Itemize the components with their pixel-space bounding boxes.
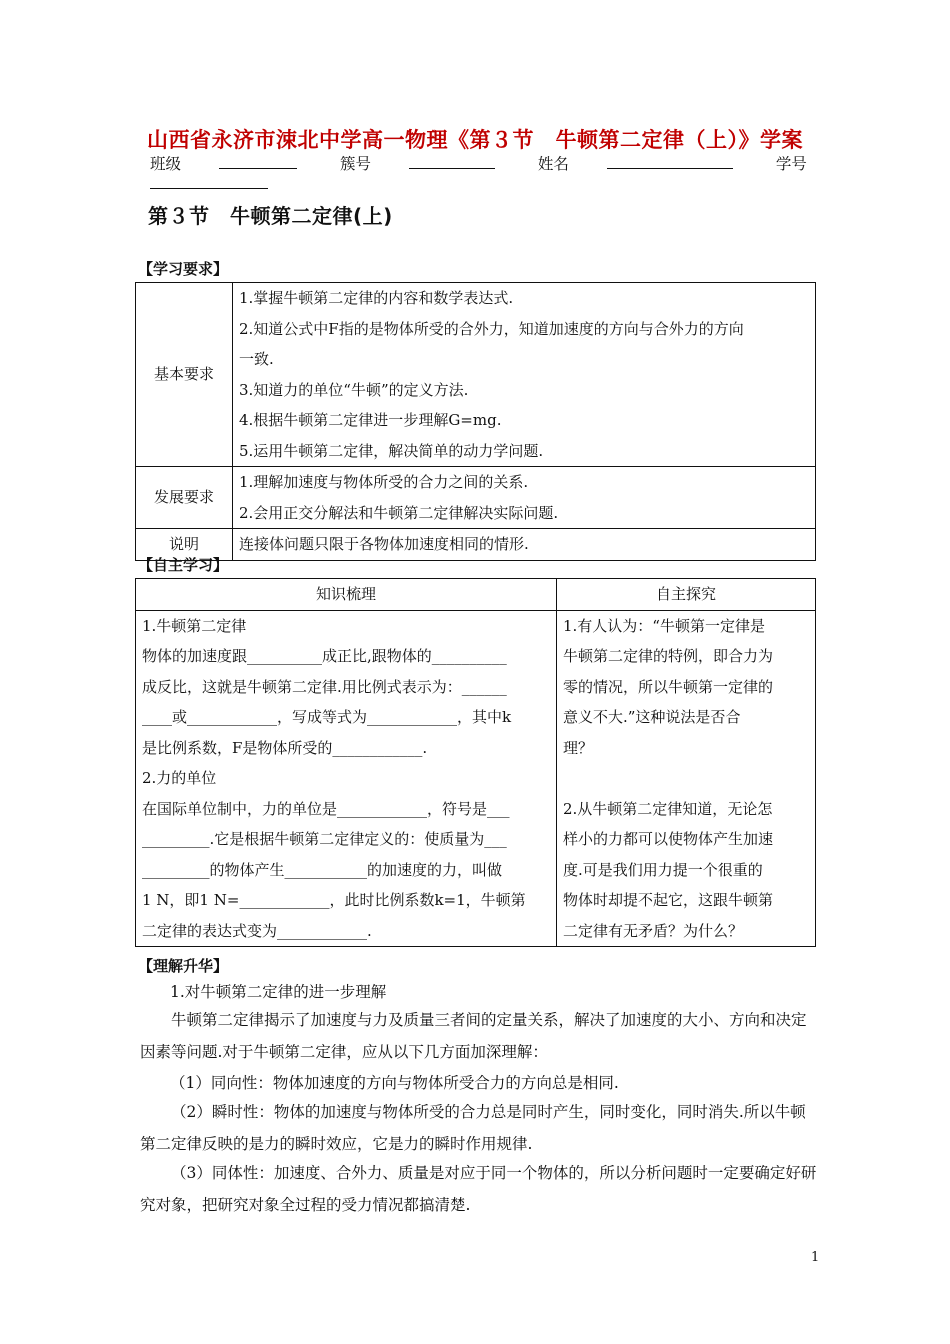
text-line: 连接体问题只限于各物体加速度相同的情形. bbox=[239, 535, 529, 553]
row-content bbox=[233, 467, 816, 529]
column-header: 知识梳理 bbox=[136, 579, 557, 611]
text-line: 牛顿第二定律的特例，即合力为 bbox=[563, 647, 774, 665]
understanding-point: （1）同向性：物体加速度的方向与物体所受合力的方向总是相同. bbox=[170, 1074, 619, 1092]
section-title: 第３节 牛顿第二定律(上) bbox=[148, 204, 393, 228]
text-line: 是比例系数，F是物体所受的____________. bbox=[142, 738, 428, 757]
text-line: 1.掌握牛顿第二定律的内容和数学表达式. bbox=[239, 289, 514, 307]
text-line: 2.知道公式中F指的是物体所受的合外力，知道加速度的方向与合外力的方向 bbox=[239, 319, 744, 338]
requirements-table bbox=[135, 282, 816, 561]
requirements-heading: 【学习要求】 bbox=[138, 260, 229, 278]
column-header: 自主探究 bbox=[557, 579, 816, 611]
row-content bbox=[233, 529, 816, 561]
text-line: 物体的加速度跟__________成正比,跟物体的__________ bbox=[142, 647, 507, 665]
field-group: 簇号 bbox=[340, 155, 495, 173]
self-study-table bbox=[135, 578, 816, 947]
table-row bbox=[136, 467, 816, 529]
field-student-id: 学号 bbox=[150, 155, 845, 193]
row-label: 发展要求 bbox=[136, 467, 233, 529]
self-study-heading: 【自主学习】 bbox=[138, 556, 229, 574]
field-name: 姓名 bbox=[538, 155, 733, 173]
understanding-subheading: 1.对牛顿第二定律的进一步理解 bbox=[170, 983, 387, 1001]
row-content bbox=[233, 283, 816, 467]
knowledge-cell bbox=[136, 610, 557, 947]
text-line: 度.可是我们用力提一个很重的 bbox=[563, 860, 763, 879]
field-class: 班级 bbox=[150, 155, 297, 173]
text-line: 1.牛顿第二定律 bbox=[142, 616, 247, 635]
table-row bbox=[136, 529, 816, 561]
text-line: 意义不大.”这种说法是否合 bbox=[563, 708, 741, 726]
explore-cell bbox=[557, 610, 816, 947]
text-line: 4.根据牛顿第二定律进一步理解G=mg. bbox=[239, 411, 502, 429]
text-line: 1.有人认为：“牛顿第一定律是 bbox=[563, 616, 765, 635]
text-line: ____或____________，写成等式为____________，其中k bbox=[142, 708, 512, 726]
document-title: 山西省永济市涑北中学高一物理《第３节 牛顿第二定律（上）》学案 bbox=[147, 128, 803, 152]
text-line: 1 N，即1 N=____________，此时比例系数k=1，牛顿第 bbox=[142, 891, 526, 909]
text-line: 2.会用正交分解法和牛顿第二定律解决实际问题. bbox=[239, 503, 559, 522]
row-label: 基本要求 bbox=[136, 283, 233, 467]
row-label: 说明 bbox=[136, 529, 233, 561]
text-line: 成反比，这就是牛顿第二定律.用比例式表示为：______ bbox=[142, 677, 507, 696]
understanding-point: （2）瞬时性：物体的加速度与物体所受的合力总是同时产生，同时变化，同时消失.所以牛顿第二定律反映的是力的瞬时效应，它是力的瞬时作用规律. bbox=[140, 1103, 806, 1153]
text-line: 理？ bbox=[563, 738, 594, 757]
text-line: 物体时却提不起它，这跟牛顿第 bbox=[563, 891, 774, 909]
table-header-row bbox=[136, 579, 816, 611]
text-line: 1.理解加速度与物体所受的合力之间的关系. bbox=[239, 473, 529, 491]
text-line: 一致. bbox=[239, 350, 274, 368]
text-line: 5.运用牛顿第二定律，解决简单的动力学问题. bbox=[239, 441, 544, 460]
understanding-heading: 【理解升华】 bbox=[138, 957, 229, 975]
page-number: 1 bbox=[811, 1250, 820, 1265]
text-line bbox=[563, 763, 809, 794]
text-line: 3.知道力的单位“牛顿”的定义方法. bbox=[239, 380, 469, 399]
understanding-point: （3）同体性：加速度、合外力、质量是对应于同一个物体的，所以分析问题时一定要确定好研究对象，把研究对象全过程的受力情况都搞清楚. bbox=[140, 1164, 817, 1214]
understanding-intro: 牛顿第二定律揭示了加速度与力及质量三者间的定量关系，解决了加速度的大小、方向和决定因素等问题.对于牛顿第二定律，应从以下几方面加深理解： bbox=[140, 1011, 807, 1061]
text-line: 零的情况，所以牛顿第一定律的 bbox=[563, 677, 774, 696]
student-info-fields bbox=[150, 152, 850, 193]
table-row bbox=[136, 283, 816, 467]
text-line: 二定律有无矛盾？为什么？ bbox=[563, 921, 744, 940]
table-row bbox=[136, 610, 816, 947]
text-line: 样小的力都可以使物体产生加速 bbox=[563, 830, 774, 848]
text-line: 二定律的表达式变为____________. bbox=[142, 921, 372, 940]
text-line: 在国际单位制中，力的单位是____________，符号是___ bbox=[142, 799, 510, 818]
text-line: _________的物体产生___________的加速度的力，叫做 bbox=[142, 860, 503, 879]
text-line: 2.从牛顿第二定律知道，无论怎 bbox=[563, 799, 773, 818]
text-line: 2.力的单位 bbox=[142, 769, 217, 787]
text-line: _________.它是根据牛顿第二定律定义的：使质量为___ bbox=[142, 830, 507, 848]
